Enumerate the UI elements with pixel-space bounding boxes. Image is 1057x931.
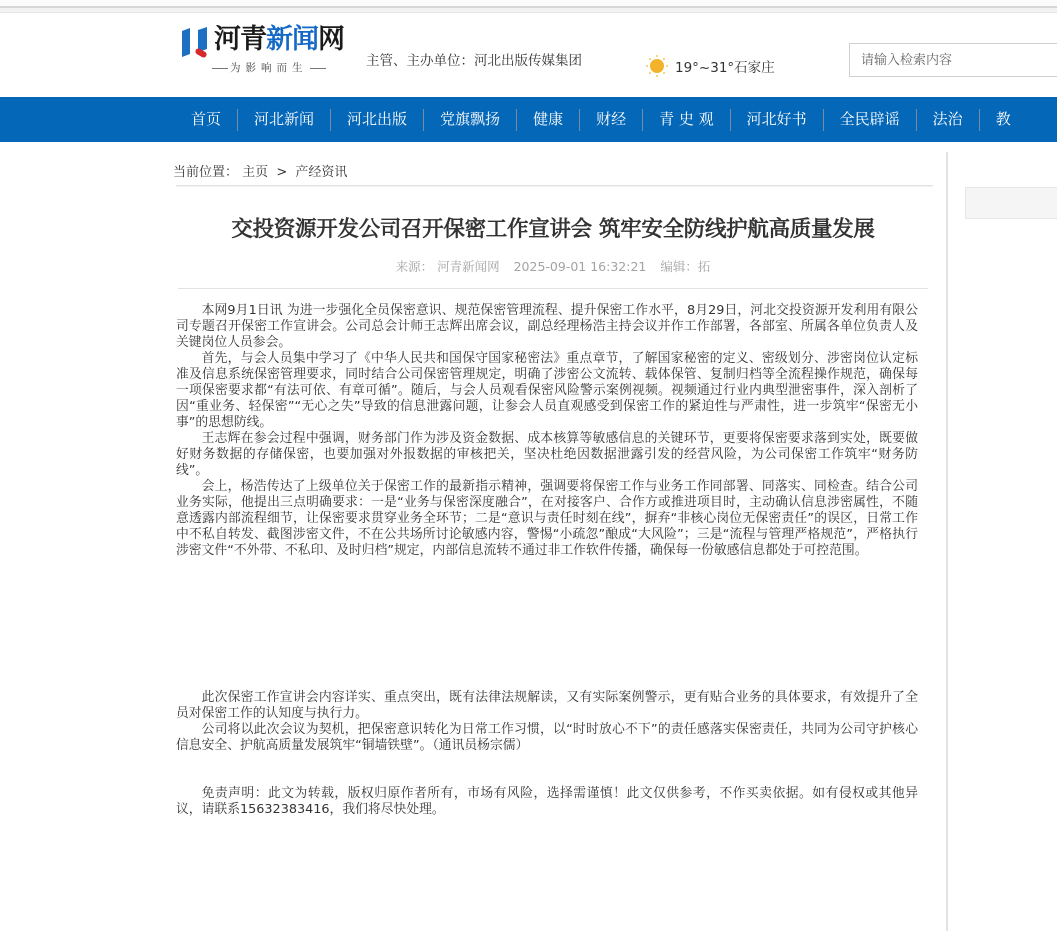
logo-slogan: 为影响而生: [210, 60, 328, 75]
weather-text: 19°~31°石家庄: [675, 60, 775, 76]
article-paragraph: 首先，与会人员集中学习了《中华人民共和国保守国家秘密法》重点章节，了解国家秘密的定义、密级划分、涉密岗位认定标准及信息系统保密管理要求，同时结合公司保密管理规定，明确了涉密公文流转、载体保管、复制归档等全流程操作规范，确保每一项保密要求都“有法可依、有章可循”。随后，与会人员观看保密风险警示案例视频。视频通过行业内典型泄密事件，深入剖析了因“重业务、轻保密”“无心之失”导致的信息泄露问题，让参会人员直观感受到保密工作的紧迫性与严肃性，进一步筑牢“保密无小事”的思想防线。: [176, 351, 918, 430]
breadcrumb: [173, 161, 347, 180]
main-nav: [0, 97, 1057, 142]
article-meta: [173, 257, 933, 275]
article-paragraph: 王志辉在参会过程中强调，财务部门作为涉及资金数据、成本核算等敏感信息的关键环节，更要将保密要求落到实处，既要做好财务数据的存储保密，也要加强对外报数据的审核把关，坚决杜绝因数据泄露引发的经营风险，为公司保密工作筑牢“财务防线”。: [176, 431, 918, 478]
site-header: [0, 13, 1057, 97]
divider: [176, 185, 933, 186]
breadcrumb-label: 当前位置：: [173, 165, 239, 180]
search-box: [849, 43, 1057, 77]
browser-top-strip: [0, 0, 1057, 13]
article-title: 交投资源开发公司召开保密工作宣讲会 筑牢安全防线护航高质量发展: [231, 217, 875, 242]
article-paragraph: 本网9月1日讯 为进一步强化全员保密意识、规范保密管理流程、提升保密工作水平，8月29日，河北交投资源开发利用有限公司专题召开保密工作宣讲会。公司总会计师王志辉出席会议，副总经理杨浩主持会议并作工作部署，各部室、所属各单位负责人及关键岗位人员参会。: [176, 303, 918, 350]
sidebar-divider: [946, 152, 948, 931]
article-source: 来源： 河青新闻网: [395, 259, 500, 274]
nav-item-health[interactable]: 健康: [533, 110, 564, 128]
article-paragraph: 会上，杨浩传达了上级单位关于保密工作的最新指示精神，强调要将保密工作与业务工作同部署、同落实、同检查。结合公司业务实际，他提出三点明确要求：一是“业务与保密深度融合”，在对接客户、合作方或推进项目时，主动确认信息涉密属性，不随意透露内部流程细节，让保密要求贯穿业务全环节；二是“意识与责任时刻在线”，摒弃“非核心岗位无保密责任”的误区，日常工作中不私自转发、截图涉密文件，不在公共场所讨论敏感内容，警惕“小疏忽”酿成“大风险”；三是“流程与管理严格规范”，严格执行涉密文件“不外带、不私印、及时归档”规定，内部信息流转不通过非工作软件传播，确保每一份敏感信息都处于可控范围。: [176, 479, 918, 558]
breadcrumb-home[interactable]: 主页: [242, 165, 269, 180]
image-placeholder: [176, 559, 918, 690]
nav-item-history-view[interactable]: 青 史 观: [659, 110, 714, 128]
disclaimer: 免责声明：此文为转载，版权归原作者所有，市场有风险，选择需谨慎！此文仅供参考，不作买卖依据。如有侵权或其他异议，请联系15632383416，我们将尽快处理。: [176, 786, 918, 817]
nav-item-good-books[interactable]: 河北好书: [746, 110, 807, 128]
nav-item-hebei-news[interactable]: 河北新闻: [254, 110, 315, 128]
nav-item-education[interactable]: 教: [995, 110, 1011, 128]
sponsor-text: 主管、主办单位：河北出版传媒集团: [366, 53, 582, 69]
article-datetime: 2025-09-01 16:32:21: [513, 259, 647, 274]
spacer: [176, 754, 918, 786]
nav-item-home[interactable]: 首页: [191, 110, 222, 128]
article-paragraph: 公司将以此次会议为契机，把保密意识转化为日常工作习惯，以“时时放心不下”的责任感落实保密责任，共同为公司守护核心信息安全、护航高质量发展筑牢“铜墙铁壁”。（通讯员杨宗儒）: [176, 722, 918, 753]
nav-item-law[interactable]: 法治: [932, 110, 963, 128]
logo-title: 河青新闻网: [214, 24, 344, 55]
hq-logo-icon: [180, 27, 210, 59]
weather-widget: [646, 55, 775, 77]
sun-icon: [646, 55, 668, 77]
nav-item-finance[interactable]: 财经: [596, 110, 627, 128]
search-input[interactable]: [850, 44, 1057, 76]
article-paragraph: 此次保密工作宣讲会内容详实、重点突出，既有法律法规解读，又有实际案例警示，更有贴合业务的具体要求，有效提升了全员对保密工作的认知度与执行力。: [176, 690, 918, 721]
breadcrumb-separator: >: [276, 165, 288, 180]
divider: [178, 288, 928, 289]
site-logo[interactable]: [178, 23, 358, 73]
nav-item-rumor-debunk[interactable]: 全民辟谣: [839, 110, 900, 128]
sidebar-panel: [965, 187, 1057, 219]
nav-item-party-flag[interactable]: 党旗飘扬: [440, 110, 501, 128]
article-editor: 编辑：拓: [660, 259, 711, 274]
article-body: [176, 303, 918, 818]
breadcrumb-category[interactable]: 产经资讯: [295, 165, 348, 180]
nav-item-hebei-publishing[interactable]: 河北出版: [347, 110, 408, 128]
